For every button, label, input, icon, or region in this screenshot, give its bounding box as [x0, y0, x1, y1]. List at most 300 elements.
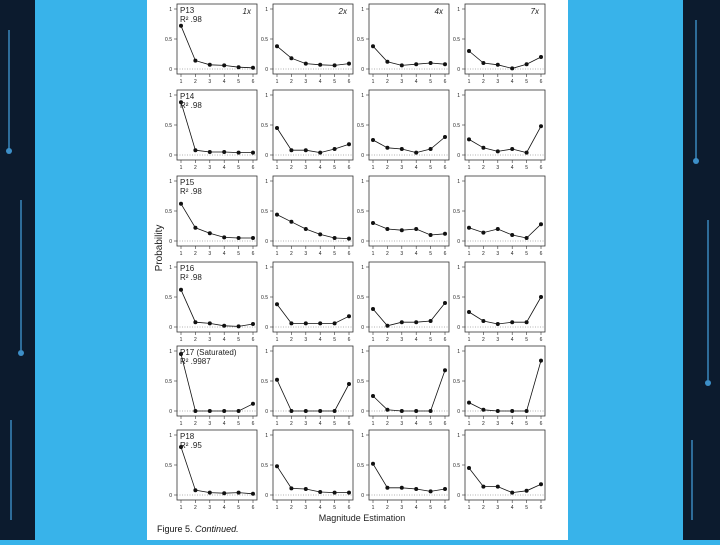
x-tick-label: 2 — [194, 421, 197, 427]
figure-caption — [157, 524, 239, 534]
x-tick-label: 1 — [275, 251, 279, 257]
x-tick-label: 6 — [443, 421, 447, 427]
data-point — [275, 464, 279, 468]
x-tick-label: 6 — [251, 79, 255, 85]
data-point — [179, 202, 183, 206]
data-point — [385, 486, 389, 490]
data-point — [481, 485, 485, 489]
panel — [165, 262, 257, 343]
data-point — [275, 378, 279, 382]
x-tick-label: 5 — [333, 337, 336, 343]
y-tick-label: 1 — [169, 349, 172, 355]
data-point — [400, 147, 404, 151]
data-point — [525, 409, 529, 413]
data-point — [414, 227, 418, 231]
x-tick-label: 6 — [539, 505, 543, 511]
x-tick-label: 2 — [290, 421, 293, 427]
data-point — [304, 321, 308, 325]
x-tick-label: 2 — [194, 337, 197, 343]
data-point — [208, 150, 212, 154]
x-tick-label: 1 — [467, 79, 471, 85]
x-tick-label: 2 — [482, 251, 485, 257]
x-tick-label: 5 — [429, 505, 432, 511]
data-point — [318, 63, 322, 67]
participant-label: P15 — [180, 178, 195, 187]
x-tick-label: 2 — [290, 251, 293, 257]
y-tick-label: 0 — [361, 493, 364, 499]
x-tick-label: 3 — [496, 421, 500, 427]
r-squared-label: R² .98 — [180, 273, 202, 282]
data-point — [429, 489, 433, 493]
y-tick-label: 0.5 — [261, 379, 268, 385]
x-tick-label: 4 — [222, 251, 226, 257]
x-tick-label: 2 — [482, 165, 485, 171]
data-point — [400, 228, 404, 232]
y-tick-label: 0.5 — [453, 209, 460, 215]
y-tick-label: 0.5 — [357, 463, 364, 469]
x-tick-label: 2 — [290, 337, 293, 343]
x-tick-label: 4 — [414, 165, 418, 171]
x-tick-label: 4 — [414, 251, 418, 257]
data-point — [347, 314, 351, 318]
y-tick-label: 0.5 — [357, 209, 364, 215]
x-tick-label: 1 — [371, 337, 375, 343]
data-point — [347, 382, 351, 386]
data-point — [289, 56, 293, 60]
x-tick-label: 5 — [525, 165, 528, 171]
panel-grid — [165, 4, 545, 511]
x-tick-label: 4 — [318, 421, 322, 427]
x-tick-label: 3 — [208, 165, 212, 171]
x-tick-label: 3 — [496, 505, 500, 511]
data-point — [481, 146, 485, 150]
panel-frame — [369, 90, 449, 160]
x-tick-label: 4 — [318, 337, 322, 343]
x-tick-label: 5 — [237, 79, 240, 85]
panel — [453, 90, 545, 171]
data-point — [481, 231, 485, 235]
panel — [261, 90, 353, 171]
panel — [357, 346, 449, 427]
data-point — [443, 62, 447, 66]
circuit-trace — [8, 30, 10, 150]
data-point — [289, 321, 293, 325]
panel — [357, 430, 449, 511]
x-tick-label: 6 — [347, 251, 351, 257]
r-squared-label: R² .98 — [180, 187, 202, 196]
data-point — [275, 126, 279, 130]
y-tick-label: 1 — [265, 433, 268, 439]
data-point — [275, 213, 279, 217]
x-tick-label: 3 — [304, 337, 308, 343]
x-tick-label: 3 — [400, 421, 404, 427]
data-point — [251, 402, 255, 406]
data-point — [496, 149, 500, 153]
data-point — [222, 491, 226, 495]
x-tick-label: 4 — [222, 337, 226, 343]
data-point — [193, 148, 197, 152]
x-tick-label: 6 — [347, 165, 351, 171]
data-point — [318, 321, 322, 325]
data-point — [208, 491, 212, 495]
data-point — [222, 63, 226, 67]
x-tick-label: 3 — [208, 251, 212, 257]
r-squared-label: R² .9987 — [180, 357, 211, 366]
y-tick-label: 0 — [169, 493, 172, 499]
figure-page — [147, 0, 568, 540]
x-tick-label: 4 — [510, 79, 514, 85]
x-tick-label: 2 — [194, 251, 197, 257]
panel — [453, 4, 545, 85]
panel — [261, 430, 353, 511]
panel-frame — [465, 346, 545, 416]
data-point — [193, 59, 197, 63]
data-point — [333, 491, 337, 495]
data-point — [275, 302, 279, 306]
blue-panel-right — [568, 0, 683, 540]
x-tick-label: 4 — [414, 505, 418, 511]
panel — [357, 176, 449, 257]
x-tick-label: 3 — [400, 251, 404, 257]
panel-frame — [273, 176, 353, 246]
data-point — [539, 482, 543, 486]
y-tick-label: 0 — [169, 325, 172, 331]
panel — [453, 262, 545, 343]
data-point — [237, 151, 241, 155]
y-tick-label: 0.5 — [261, 295, 268, 301]
panel — [165, 430, 257, 511]
x-tick-label: 4 — [318, 165, 322, 171]
x-tick-label: 5 — [237, 251, 240, 257]
y-tick-label: 0 — [457, 67, 460, 73]
x-tick-label: 4 — [510, 251, 514, 257]
x-tick-label: 2 — [482, 79, 485, 85]
y-tick-label: 1 — [457, 433, 460, 439]
circuit-trace — [707, 220, 709, 380]
y-tick-label: 0 — [361, 153, 364, 159]
data-point — [385, 408, 389, 412]
y-tick-label: 0.5 — [357, 379, 364, 385]
data-point — [510, 491, 514, 495]
y-tick-label: 0.5 — [453, 37, 460, 43]
y-tick-label: 0.5 — [165, 295, 172, 301]
x-tick-label: 3 — [304, 505, 308, 511]
data-point — [208, 231, 212, 235]
data-point — [318, 409, 322, 413]
x-tick-label: 5 — [525, 251, 528, 257]
x-tick-label: 4 — [318, 505, 322, 511]
y-tick-label: 0.5 — [165, 209, 172, 215]
y-tick-label: 0.5 — [357, 295, 364, 301]
x-tick-label: 4 — [414, 79, 418, 85]
data-point — [222, 150, 226, 154]
x-tick-label: 5 — [237, 337, 240, 343]
panel — [261, 346, 353, 427]
x-tick-label: 1 — [179, 421, 183, 427]
panel-frame — [369, 262, 449, 332]
data-point — [371, 394, 375, 398]
data-point — [496, 322, 500, 326]
x-tick-label: 6 — [347, 421, 351, 427]
x-tick-label: 5 — [237, 421, 240, 427]
participant-label: P18 — [180, 432, 195, 441]
data-point — [208, 321, 212, 325]
x-tick-label: 2 — [386, 165, 389, 171]
data-point — [193, 226, 197, 230]
x-tick-label: 2 — [482, 337, 485, 343]
y-tick-label: 0 — [361, 325, 364, 331]
data-point — [371, 44, 375, 48]
x-tick-label: 5 — [333, 251, 336, 257]
x-tick-label: 5 — [525, 337, 528, 343]
y-tick-label: 0 — [457, 239, 460, 245]
x-tick-label: 2 — [194, 165, 197, 171]
data-point — [237, 65, 241, 69]
panel — [165, 4, 257, 85]
data-point — [414, 320, 418, 324]
x-tick-label: 6 — [347, 79, 351, 85]
y-tick-label: 1 — [169, 179, 172, 185]
x-tick-label: 1 — [275, 505, 279, 511]
data-point — [333, 236, 337, 240]
panel — [165, 176, 257, 257]
y-tick-label: 0 — [361, 67, 364, 73]
data-point — [318, 232, 322, 236]
x-tick-label: 1 — [371, 251, 375, 257]
x-tick-label: 5 — [525, 421, 528, 427]
data-point — [429, 319, 433, 323]
data-point — [237, 324, 241, 328]
x-tick-label: 4 — [222, 79, 226, 85]
x-tick-label: 3 — [496, 337, 500, 343]
data-point — [347, 491, 351, 495]
panel-frame — [369, 346, 449, 416]
x-tick-label: 6 — [443, 337, 447, 343]
x-tick-label: 4 — [510, 337, 514, 343]
x-tick-label: 3 — [304, 251, 308, 257]
data-point — [304, 487, 308, 491]
circuit-trace — [691, 440, 693, 520]
x-tick-label: 1 — [371, 79, 375, 85]
data-point — [481, 61, 485, 65]
x-tick-label: 3 — [208, 337, 212, 343]
y-tick-label: 1 — [457, 349, 460, 355]
data-point — [525, 236, 529, 240]
x-tick-label: 3 — [304, 79, 308, 85]
y-tick-label: 1 — [361, 93, 364, 99]
panel-frame — [465, 262, 545, 332]
data-point — [304, 227, 308, 231]
panel-frame — [273, 430, 353, 500]
x-tick-label: 1 — [275, 79, 279, 85]
data-point — [318, 151, 322, 155]
data-point — [304, 409, 308, 413]
x-tick-label: 6 — [539, 165, 543, 171]
y-tick-label: 0.5 — [261, 37, 268, 43]
y-tick-label: 1 — [169, 265, 172, 271]
panel — [261, 262, 353, 343]
y-tick-label: 1 — [361, 433, 364, 439]
data-point — [179, 24, 183, 28]
data-point — [481, 319, 485, 323]
x-tick-label: 5 — [429, 421, 432, 427]
x-tick-label: 5 — [525, 505, 528, 511]
x-tick-label: 6 — [251, 421, 255, 427]
x-tick-label: 1 — [179, 165, 183, 171]
data-point — [318, 490, 322, 494]
data-point — [414, 487, 418, 491]
y-tick-label: 0 — [169, 239, 172, 245]
data-point — [525, 320, 529, 324]
data-point — [251, 492, 255, 496]
y-tick-label: 0.5 — [453, 123, 460, 129]
y-tick-label: 0 — [265, 493, 268, 499]
circuit-trace — [10, 420, 12, 520]
data-point — [333, 321, 337, 325]
x-tick-label: 1 — [371, 505, 375, 511]
x-tick-label: 6 — [539, 421, 543, 427]
column-header: 4x — [434, 7, 443, 16]
data-point — [525, 151, 529, 155]
data-point — [400, 486, 404, 490]
x-tick-label: 4 — [318, 251, 322, 257]
circuit-node — [705, 380, 711, 386]
y-tick-label: 1 — [265, 7, 268, 13]
data-point — [289, 220, 293, 224]
data-point — [371, 221, 375, 225]
x-tick-label: 6 — [539, 337, 543, 343]
x-tick-label: 3 — [400, 337, 404, 343]
data-point — [510, 147, 514, 151]
data-point — [429, 147, 433, 151]
data-point — [496, 227, 500, 231]
y-tick-label: 1 — [361, 179, 364, 185]
data-point — [208, 409, 212, 413]
panel — [261, 176, 353, 257]
y-tick-label: 0.5 — [165, 37, 172, 43]
x-tick-label: 5 — [333, 165, 336, 171]
x-tick-label: 6 — [251, 505, 255, 511]
x-tick-label: 6 — [251, 165, 255, 171]
x-tick-label: 4 — [222, 421, 226, 427]
x-tick-label: 5 — [525, 79, 528, 85]
y-tick-label: 0.5 — [453, 379, 460, 385]
data-point — [429, 61, 433, 65]
data-point — [179, 288, 183, 292]
circuit-node — [18, 350, 24, 356]
x-tick-label: 6 — [539, 251, 543, 257]
participant-label: P13 — [180, 6, 195, 15]
y-axis-label: Probability — [154, 224, 165, 272]
data-point — [510, 409, 514, 413]
data-point — [467, 137, 471, 141]
data-point — [193, 488, 197, 492]
x-tick-label: 6 — [443, 505, 447, 511]
column-header: 2x — [338, 7, 347, 16]
y-tick-label: 0 — [169, 409, 172, 415]
data-point — [333, 147, 337, 151]
data-point — [275, 44, 279, 48]
x-tick-label: 5 — [333, 79, 336, 85]
data-point — [385, 60, 389, 64]
x-tick-label: 1 — [371, 165, 375, 171]
y-tick-label: 0.5 — [165, 463, 172, 469]
panel — [357, 90, 449, 171]
y-tick-label: 0.5 — [453, 463, 460, 469]
circuit-node — [693, 158, 699, 164]
y-tick-label: 0.5 — [261, 123, 268, 129]
data-point — [208, 63, 212, 67]
x-tick-label: 6 — [251, 337, 255, 343]
y-tick-label: 1 — [361, 265, 364, 271]
data-point — [222, 409, 226, 413]
y-tick-label: 0 — [265, 67, 268, 73]
panel — [261, 4, 353, 85]
data-point — [510, 66, 514, 70]
x-tick-label: 2 — [194, 505, 197, 511]
y-tick-label: 1 — [265, 265, 268, 271]
data-point — [496, 409, 500, 413]
data-point — [289, 486, 293, 490]
data-point — [371, 462, 375, 466]
data-point — [347, 142, 351, 146]
y-tick-label: 0.5 — [165, 379, 172, 385]
x-tick-label: 5 — [333, 505, 336, 511]
y-tick-label: 0.5 — [453, 295, 460, 301]
x-tick-label: 3 — [304, 421, 308, 427]
x-tick-label: 6 — [251, 251, 255, 257]
panel-frame — [465, 90, 545, 160]
data-point — [371, 138, 375, 142]
x-tick-label: 3 — [304, 165, 308, 171]
data-point — [414, 151, 418, 155]
y-tick-label: 1 — [265, 179, 268, 185]
data-point — [400, 409, 404, 413]
panel-frame — [369, 176, 449, 246]
x-tick-label: 5 — [333, 421, 336, 427]
x-axis-label: Magnitude Estimation — [318, 513, 406, 523]
x-tick-label: 4 — [222, 505, 226, 511]
x-tick-label: 2 — [194, 79, 197, 85]
data-point — [251, 322, 255, 326]
x-tick-label: 6 — [347, 337, 351, 343]
data-point — [539, 295, 543, 299]
data-point — [443, 487, 447, 491]
caption-figure-number: Figure 5. — [157, 524, 193, 534]
y-tick-label: 1 — [457, 93, 460, 99]
y-tick-label: 0.5 — [261, 209, 268, 215]
x-tick-label: 2 — [482, 421, 485, 427]
y-tick-label: 1 — [265, 93, 268, 99]
x-tick-label: 2 — [290, 505, 293, 511]
participant-label: P14 — [180, 92, 195, 101]
data-point — [304, 62, 308, 66]
data-point — [467, 401, 471, 405]
circuit-background-left — [0, 0, 35, 540]
y-tick-label: 1 — [169, 93, 172, 99]
data-point — [414, 62, 418, 66]
data-point — [237, 491, 241, 495]
y-tick-label: 0.5 — [261, 463, 268, 469]
x-tick-label: 3 — [400, 165, 404, 171]
x-tick-label: 4 — [414, 421, 418, 427]
y-tick-label: 1 — [457, 265, 460, 271]
panel — [357, 4, 449, 85]
x-tick-label: 1 — [275, 337, 279, 343]
x-tick-label: 1 — [467, 251, 471, 257]
x-tick-label: 1 — [179, 251, 183, 257]
x-tick-label: 1 — [467, 505, 471, 511]
